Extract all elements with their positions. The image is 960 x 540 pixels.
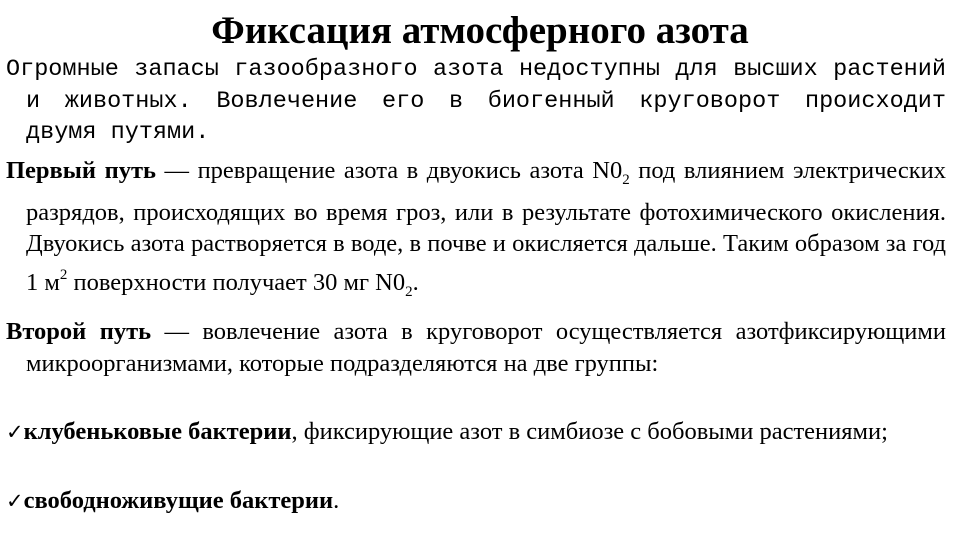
bullet-item — [6, 416, 946, 449]
subscript: 2 — [405, 283, 413, 300]
bullet-bold: клубеньковые бактерии — [23, 418, 292, 445]
bullet-item — [6, 485, 946, 518]
first-path-label: Первый путь — [6, 157, 156, 184]
second-path-paragraph — [6, 316, 946, 379]
first-path-paragraph — [6, 155, 946, 308]
checkmark-icon: ✓ — [6, 420, 24, 444]
first-path-text-b: под влиянием электрических разрядов, происходящих во время гроз, или в результате фотохимического окисления. Двуокись азота растворяется в воде, в почве и окисляется дальше. Таким образом за год 1 м — [26, 157, 947, 296]
bullet-bold: свободноживущие бактерии — [23, 487, 334, 514]
bullet-text: , фиксирующие азот в симбиозе с бобовыми растениями; — [291, 418, 888, 445]
slide-title: Фиксация атмосферного азота — [211, 9, 749, 52]
bullet-text: . — [333, 487, 340, 514]
checkmark-icon: ✓ — [6, 489, 24, 513]
subscript: 2 — [622, 172, 630, 188]
first-path-end: . — [412, 268, 419, 296]
first-path-text-c: поверхности получает 30 мг N0 — [67, 268, 406, 296]
second-path-label: Второй путь — [6, 318, 152, 345]
superscript: 2 — [59, 266, 68, 283]
first-path-text-a: — превращение азота в двуокись азота N0 — [155, 157, 623, 184]
intro-paragraph: Огромные запасы газообразного азота недоступны для высших растений и животных. Вовлечение его в биогенный круговорот происходит двумя путями. — [6, 56, 946, 146]
second-path-text: — вовлечение азота в круговорот осуществляется азотфиксирующими микроорганизмами, которые подразделяются на две группы: — [26, 318, 946, 377]
